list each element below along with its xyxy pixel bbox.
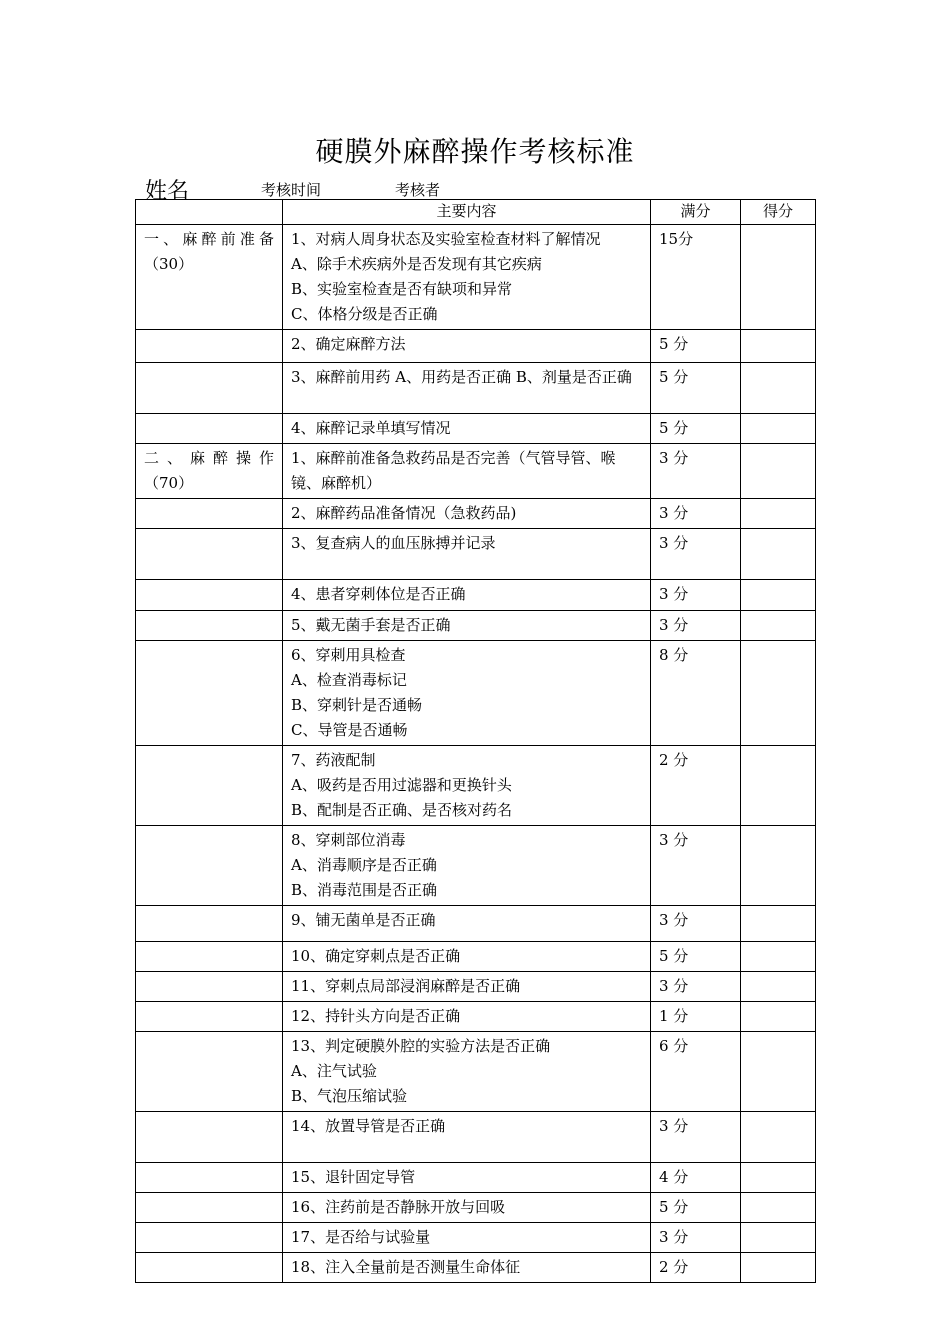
score-cell[interactable] (741, 826, 816, 906)
content-cell (283, 1032, 651, 1112)
content-cell (283, 1253, 651, 1283)
table-row (136, 580, 816, 611)
full-score-cell: 3 分 (651, 444, 741, 499)
table-row (136, 1223, 816, 1253)
content-line: 2、麻醉药品准备情况（急救药品) (291, 504, 517, 522)
table-row (136, 1032, 816, 1112)
header-content: 主要内容 (283, 200, 651, 225)
content-line: A、除手术疾病外是否发现有其它疾病 (291, 255, 542, 273)
content-line: 4、患者穿刺体位是否正确 (291, 585, 466, 603)
table-row (136, 1253, 816, 1283)
content-cell (283, 330, 651, 363)
table-row (136, 444, 816, 499)
category-cell (136, 641, 283, 746)
score-cell[interactable] (741, 330, 816, 363)
table-row (136, 499, 816, 529)
score-cell[interactable] (741, 942, 816, 972)
header-score: 得分 (741, 200, 816, 225)
score-cell[interactable] (741, 972, 816, 1002)
full-score-cell: 2 分 (651, 1253, 741, 1283)
full-score-cell: 2 分 (651, 746, 741, 826)
full-score-cell: 3 分 (651, 499, 741, 529)
score-cell[interactable] (741, 580, 816, 611)
content-cell (283, 414, 651, 444)
content-cell (283, 1223, 651, 1253)
content-line: 3、复查病人的血压脉搏并记录 (291, 534, 496, 552)
category-cell (136, 1112, 283, 1163)
content-line: 13、判定硬膜外腔的实验方法是否正确 (291, 1037, 551, 1055)
table-row (136, 414, 816, 444)
content-line: 9、铺无菌单是否正确 (291, 911, 436, 929)
content-cell (283, 972, 651, 1002)
content-cell (283, 942, 651, 972)
content-cell (283, 1193, 651, 1223)
category-cell (136, 1193, 283, 1223)
content-cell (283, 529, 651, 580)
category-cell (136, 330, 283, 363)
category-cell (136, 363, 283, 414)
table-row (136, 641, 816, 746)
score-cell[interactable] (741, 414, 816, 444)
content-line: 1、麻醉前准备急救药品是否完善（气管导管、喉镜、麻醉机） (291, 449, 616, 492)
content-line: 14、放置导管是否正确 (291, 1117, 446, 1135)
content-line: A、检查消毒标记 (291, 671, 407, 689)
content-line: 15、退针固定导管 (291, 1168, 416, 1186)
assessment-table (135, 199, 816, 1283)
table-row (136, 942, 816, 972)
name-label: 姓名 (145, 179, 190, 204)
category-text: （30） (144, 255, 194, 273)
full-score-cell: 3 分 (651, 972, 741, 1002)
score-cell[interactable] (741, 1032, 816, 1112)
full-score-cell: 15分 (651, 225, 741, 330)
content-cell (283, 580, 651, 611)
content-line: B、穿刺针是否通畅 (291, 696, 423, 714)
content-cell (283, 499, 651, 529)
score-cell[interactable] (741, 225, 816, 330)
content-line: A、消毒顺序是否正确 (291, 856, 437, 874)
score-cell[interactable] (741, 529, 816, 580)
category-cell (136, 826, 283, 906)
table-row (136, 330, 816, 363)
full-score-cell: 8 分 (651, 641, 741, 746)
score-cell[interactable] (741, 1253, 816, 1283)
category-cell (136, 1032, 283, 1112)
content-cell (283, 641, 651, 746)
score-cell[interactable] (741, 444, 816, 499)
content-cell (283, 1163, 651, 1193)
score-cell[interactable] (741, 906, 816, 942)
score-cell[interactable] (741, 1163, 816, 1193)
category-text: （70） (144, 474, 194, 492)
content-cell (283, 1112, 651, 1163)
table-row (136, 746, 816, 826)
full-score-cell: 6 分 (651, 1032, 741, 1112)
score-cell[interactable] (741, 1002, 816, 1032)
content-line: B、气泡压缩试验 (291, 1087, 408, 1105)
content-line: 17、是否给与试验量 (291, 1228, 431, 1246)
content-line: 5、戴无菌手套是否正确 (291, 616, 451, 634)
content-cell (283, 906, 651, 942)
full-score-cell: 3 分 (651, 826, 741, 906)
full-score-cell: 3 分 (651, 529, 741, 580)
content-line: 12、持针头方向是否正确 (291, 1007, 461, 1025)
content-line: B、消毒范围是否正确 (291, 881, 438, 899)
full-score-cell: 3 分 (651, 580, 741, 611)
content-line: C、体格分级是否正确 (291, 305, 438, 323)
score-cell[interactable] (741, 611, 816, 641)
score-cell[interactable] (741, 746, 816, 826)
full-score-cell: 5 分 (651, 942, 741, 972)
header-category (136, 200, 283, 225)
score-cell[interactable] (741, 641, 816, 746)
category-cell (136, 414, 283, 444)
content-cell (283, 826, 651, 906)
table-header-row (136, 200, 816, 225)
category-cell (136, 1253, 283, 1283)
content-line: B、配制是否正确、是否核对药名 (291, 801, 513, 819)
examiner-label: 考核者 (395, 181, 441, 199)
content-line: 7、药液配制 (291, 751, 376, 769)
content-line: 8、穿刺部位消毒 (291, 831, 406, 849)
full-score-cell: 4 分 (651, 1163, 741, 1193)
table-row (136, 826, 816, 906)
score-cell[interactable] (741, 1112, 816, 1163)
content-line: C、导管是否通畅 (291, 721, 408, 739)
full-score-cell: 5 分 (651, 1193, 741, 1223)
content-line: 18、注入全量前是否测量生命体征 (291, 1258, 521, 1276)
full-score-cell: 3 分 (651, 1112, 741, 1163)
category-cell (136, 972, 283, 1002)
table-row (136, 529, 816, 580)
score-cell[interactable] (741, 363, 816, 414)
table-row (136, 972, 816, 1002)
content-line: A、注气试验 (291, 1062, 377, 1080)
table-row (136, 225, 816, 330)
score-cell[interactable] (741, 1223, 816, 1253)
header-full-score: 满分 (651, 200, 741, 225)
category-cell (136, 529, 283, 580)
page-title: 硬膜外麻醉操作考核标准 (315, 135, 635, 168)
table-row (136, 1002, 816, 1032)
content-line: 10、确定穿刺点是否正确 (291, 947, 461, 965)
category-cell (136, 1002, 283, 1032)
exam-meta (145, 174, 825, 204)
table-row (136, 611, 816, 641)
category-cell (136, 444, 283, 499)
content-cell (283, 746, 651, 826)
content-cell (283, 444, 651, 499)
category-cell (136, 580, 283, 611)
full-score-cell: 1 分 (651, 1002, 741, 1032)
content-cell (283, 363, 651, 414)
table-body (136, 225, 816, 1283)
content-line: 3、麻醉前用药 A、用药是否正确 B、剂量是否正确 (291, 368, 632, 386)
category-cell (136, 225, 283, 330)
table-row (136, 906, 816, 942)
score-cell[interactable] (741, 1193, 816, 1223)
full-score-cell: 5 分 (651, 414, 741, 444)
content-line: A、吸药是否用过滤器和更换针头 (291, 776, 512, 794)
content-line: 6、穿刺用具检查 (291, 646, 406, 664)
full-score-cell: 5 分 (651, 363, 741, 414)
table-row (136, 1112, 816, 1163)
table-row (136, 1193, 816, 1223)
category-text: 一、麻醉前准备 (144, 230, 274, 248)
category-cell (136, 499, 283, 529)
content-line: 1、对病人周身状态及实验室检查材料了解情况 (291, 230, 601, 248)
category-cell (136, 1223, 283, 1253)
category-cell (136, 942, 283, 972)
content-cell (283, 1002, 651, 1032)
full-score-cell: 3 分 (651, 611, 741, 641)
content-line: 4、麻醉记录单填写情况 (291, 419, 451, 437)
content-line: 16、注药前是否静脉开放与回吸 (291, 1198, 506, 1216)
content-cell (283, 225, 651, 330)
exam-time-label: 考核时间 (261, 181, 322, 199)
content-line: 2、确定麻醉方法 (291, 335, 406, 353)
full-score-cell: 3 分 (651, 906, 741, 942)
content-line: B、实验室检查是否有缺项和异常 (291, 280, 513, 298)
category-cell (136, 611, 283, 641)
table-row (136, 363, 816, 414)
category-text: 二、麻醉操作 (144, 449, 274, 467)
content-line: 11、穿刺点局部浸润麻醉是否正确 (291, 977, 521, 995)
full-score-cell: 5 分 (651, 330, 741, 363)
category-cell (136, 746, 283, 826)
score-cell[interactable] (741, 499, 816, 529)
content-cell (283, 611, 651, 641)
category-cell (136, 906, 283, 942)
table-row (136, 1163, 816, 1193)
full-score-cell: 3 分 (651, 1223, 741, 1253)
category-cell (136, 1163, 283, 1193)
